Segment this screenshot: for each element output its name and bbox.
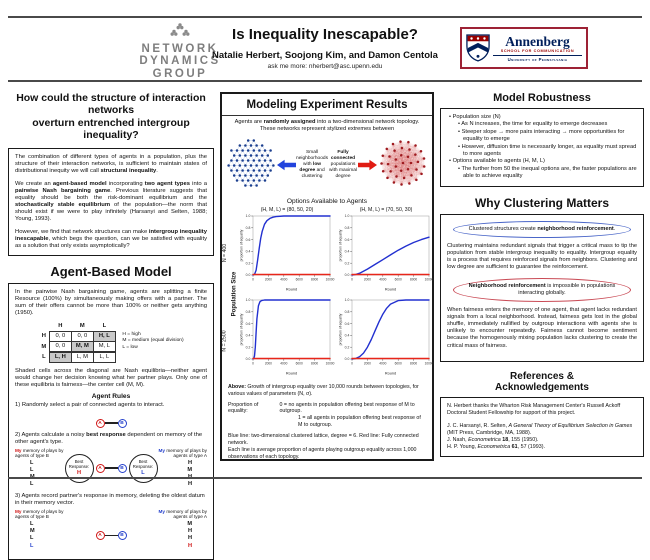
- svg-text:0.8: 0.8: [345, 310, 350, 314]
- caption-proportion-2: 1 = all agents in population offering best response of M to outgroup.: [228, 415, 426, 429]
- rule-3-diagram: [15, 509, 207, 550]
- agent-a-node: A: [96, 531, 105, 540]
- poster-title: Is Inequality Inescapable?: [170, 26, 480, 43]
- rule-2-text: 2) Agents calculate a noisy best response dependent on memory of the other agent's type.: [15, 432, 207, 446]
- population-size-label: Population Size: [229, 206, 239, 382]
- abm-paragraph-2: Shaded cells across the diagonal are Nash equilibria—neither agent would change her decision knowing what her partner plays. Only one of these equilibria is fairness—the center cell (M, M).: [15, 368, 207, 389]
- svg-text:0.0: 0.0: [345, 357, 350, 361]
- svg-text:10000: 10000: [326, 277, 335, 281]
- svg-text:8000: 8000: [311, 361, 318, 365]
- svg-text:1.0: 1.0: [345, 214, 350, 218]
- matrix-cell: L, L: [93, 352, 116, 363]
- question-heading: How could the structure of interaction networks overturn entrenched intergroup inequality?: [8, 92, 214, 142]
- clustering-paragraph-1: Clustering maintains redundant signals that trigger a critical mass to tip the population from stable intergroup inequality to equality. Intergroup equality is a process that requires reinforced signals from neighbors. Clustering and low degree are sufficient to guarantee the reinforcement.: [447, 243, 637, 272]
- svg-text:10000: 10000: [425, 361, 434, 365]
- annenberg-university: University of Pennsylvania: [493, 55, 582, 62]
- caption-above: Above: Growth of intergroup equality over 10,000 rounds between topologies, for various values of parameters (N, σ).: [228, 384, 426, 398]
- top-rule: [8, 16, 642, 18]
- svg-text:Round: Round: [385, 287, 396, 291]
- matrix-cell: M, L: [93, 341, 116, 352]
- results-intro: Agents are randomly assigned into a two-dimensional network topology. These networks represent stylized extremes between: [222, 119, 432, 134]
- matrix-cell: 0, 0: [71, 331, 94, 342]
- references-heading: References & Acknowledgements: [440, 371, 644, 393]
- svg-text:6000: 6000: [395, 361, 402, 365]
- svg-text:2000: 2000: [364, 277, 371, 281]
- rule-2-diagram: [15, 448, 207, 489]
- network-label-left: Small neighborhoods with low degree and clustering: [296, 150, 328, 180]
- robustness-heading: Model Robustness: [440, 92, 644, 104]
- svg-text:0: 0: [351, 361, 353, 365]
- annenberg-school: SCHOOL FOR COMMUNICATION: [493, 49, 582, 53]
- annenberg-logo: [460, 27, 588, 69]
- svg-text:0.0: 0.0: [246, 357, 251, 361]
- svg-text:0.0: 0.0: [345, 273, 350, 277]
- svg-text:Round: Round: [286, 287, 297, 291]
- chart-n2500-705030: [338, 297, 434, 381]
- tie-edge: [105, 535, 118, 536]
- tie-edge: [105, 422, 118, 423]
- svg-text:0.2: 0.2: [345, 261, 350, 265]
- agent-b-node: B: [118, 464, 127, 473]
- charts-grid: [222, 206, 432, 381]
- robustness-box: [440, 108, 644, 187]
- bullet: • Options available to agents (H, M, L): [447, 158, 637, 165]
- rule-3-text: 3) Agents record partner's response in memory, deleting the oldest datum in their memory vector.: [15, 493, 207, 507]
- reference-item: J. Nash, Econometrica 18, 155 (1950).: [447, 437, 637, 444]
- svg-text:proportion of equality: proportion of equality: [240, 229, 244, 261]
- abm-paragraph-1: In the pairwise Nash bargaining game, agents are splitting a finite Resource (100%) by simultaneously making offers with a partner. The sum of their offers cannot be more than 100% or neither gets anything (1950).: [15, 289, 207, 317]
- svg-text:0: 0: [252, 361, 254, 365]
- best-response-bubble-left: Best Response: H: [65, 454, 94, 483]
- abm-box: [8, 283, 214, 560]
- svg-text:4000: 4000: [379, 277, 386, 281]
- row-label-n2500: N = 2500: [220, 300, 230, 382]
- svg-text:4000: 4000: [379, 361, 386, 365]
- matrix-cell-equilibrium: L, H: [49, 352, 72, 363]
- svg-text:Round: Round: [286, 371, 297, 375]
- memory-list-b: My memory of plays by agents of type A H M H: [158, 448, 208, 489]
- bullet: • Population size (N): [447, 114, 637, 121]
- red-oval-claim: Neighborhood reinforcement is impossible in populations interacting globally.: [453, 278, 631, 302]
- red-right-arrow-icon: [358, 159, 377, 171]
- agent-b-node: B: [118, 419, 127, 428]
- penn-shield-icon: [466, 33, 490, 63]
- svg-text:0.2: 0.2: [345, 345, 350, 349]
- agent-b-node: B: [118, 531, 127, 540]
- clustering-box: [440, 214, 644, 362]
- svg-text:4000: 4000: [280, 277, 287, 281]
- rule-1-text: 1) Randomly select a pair of connected agents to interact.: [15, 402, 207, 409]
- matrix-cell-equilibrium: M, M: [71, 341, 94, 352]
- chart-n400-705030: [338, 213, 434, 297]
- svg-text:6000: 6000: [395, 277, 402, 281]
- matrix-cell: 0, 0: [49, 341, 72, 352]
- poster-authors: Natalie Herbert, Soojong Kim, and Damon Centola: [170, 50, 480, 61]
- svg-text:0.8: 0.8: [246, 226, 251, 230]
- svg-text:10000: 10000: [425, 277, 434, 281]
- svg-text:0.8: 0.8: [345, 226, 350, 230]
- svg-text:6000: 6000: [296, 361, 303, 365]
- bullet: • The further from 50 the inequal options are, the faster populations are able to achieve equality: [447, 166, 637, 181]
- reference-item: J. C. Harsanyi, R. Selten, A General Theory of Equilibrium Selection in Games (MIT Press, Cambridge, MA, 1988).: [447, 423, 637, 437]
- best-response-bubble-right: Best Response: L: [129, 454, 158, 483]
- svg-text:0.6: 0.6: [345, 322, 350, 326]
- agent-a-node: A: [96, 464, 105, 473]
- svg-text:0.6: 0.6: [246, 238, 251, 242]
- reference-item: H. P. Young, Econometrica 61, 57 (1993).: [447, 444, 637, 451]
- bullet: • As N increases, the time for equality to emerge decreases: [447, 121, 637, 128]
- svg-text:10000: 10000: [326, 361, 335, 365]
- svg-text:proportion of equality: proportion of equality: [339, 229, 343, 261]
- blue-left-arrow-icon: [277, 159, 296, 171]
- caption-lines: Blue line: two-dimensional clustered lattice, degree = 6. Red line: Fully connected network. Each line is average proportion of agents playing outgroup equality across 1,000 observations of each topology.: [228, 433, 426, 461]
- matrix-cell: L, M: [71, 352, 94, 363]
- clustering-paragraph-2: When fairness enters the memory of one agent, that agent lacks redundant signals from a local neighborhood. Instead, fairness gets lost in the global shuffle, immediately nullified by outgroup interactions with agents she is unlikely to encounter repeatedly. Fairness cannot become sentiment because the homogenously mixing population lacks clustering to create the critical mass of fairness.: [447, 307, 637, 350]
- matrix-cell: 0, 0: [49, 331, 72, 342]
- memory-list-a: My memory of plays by agents of type B L L L: [15, 448, 65, 489]
- memory-list-a-updated: My memory of plays by agents of type B L M L L: [15, 509, 67, 550]
- contact-email: ask me more: nherbert@asc.upenn.edu: [170, 63, 480, 70]
- svg-text:proportion of equality: proportion of equality: [240, 313, 244, 345]
- svg-text:2000: 2000: [364, 361, 371, 365]
- svg-text:0.8: 0.8: [246, 310, 251, 314]
- chart-n400-805020: [239, 213, 335, 297]
- svg-text:0.6: 0.6: [345, 238, 350, 242]
- acknowledgement: N. Herbert thanks the Wharton Risk Management Center's Russell Ackoff Doctoral Student Fellowship for support of this project.: [447, 403, 637, 417]
- results-heading: Modeling Experiment Results: [222, 94, 432, 116]
- caption-proportion: Proportion of equality: 0 = no agents in population offering best response of M to outgroup.: [228, 402, 426, 416]
- agent-a-node: A: [96, 419, 105, 428]
- svg-text:Round: Round: [385, 371, 396, 375]
- intro-paragraph-1: The combination of different types of agents in a population, plus the structure of their interaction networks, is sufficient to maintain states of distributional inequity we will call structural inequality.: [15, 154, 207, 175]
- svg-text:0.4: 0.4: [345, 333, 350, 337]
- intro-paragraph-2: We create an agent-based model incorporating two agent types into a pairwise Nash bargaining game. Previous literature suggests that equality should be both the risk-dominant equilibrium and the stochastically stable equilibrium of the population—the norm that should exist if we were to play infinitely (Harsanyi and Selten, 1988; Young, 1993).: [15, 181, 207, 223]
- chart-n2500-805020: [239, 297, 335, 381]
- svg-text:0.2: 0.2: [246, 345, 251, 349]
- agent-rules-heading: Agent Rules: [15, 393, 207, 400]
- blue-oval-claim: Clustered structures create neighborhood reinforcement.: [453, 221, 631, 238]
- row-label-n400: N = 400: [220, 212, 230, 294]
- svg-text:0: 0: [252, 277, 254, 281]
- svg-text:0.6: 0.6: [246, 322, 251, 326]
- intro-box: [8, 148, 214, 256]
- chart-title: (H, M, L) = (70, 50, 30): [338, 207, 434, 213]
- svg-text:1.0: 1.0: [246, 298, 251, 302]
- left-column: [8, 92, 214, 560]
- ndg-line-2: DYNAMICS: [95, 55, 265, 67]
- annenberg-name: Annenberg: [493, 35, 582, 49]
- title-block: [170, 26, 480, 70]
- svg-text:8000: 8000: [410, 277, 417, 281]
- fully-connected-network-diagram: [377, 137, 429, 194]
- svg-text:1.0: 1.0: [246, 214, 251, 218]
- chart-title: (H, M, L) = (80, 50, 20): [239, 207, 335, 213]
- svg-text:1.0: 1.0: [345, 298, 350, 302]
- ndg-line-1: NETWORK: [95, 43, 265, 55]
- svg-text:proportion of equality: proportion of equality: [339, 313, 343, 345]
- tie-edge: [105, 467, 118, 468]
- svg-text:0.0: 0.0: [246, 273, 251, 277]
- abm-heading: Agent-Based Model: [8, 264, 214, 279]
- svg-text:2000: 2000: [265, 277, 272, 281]
- right-column: [440, 92, 644, 457]
- svg-text:8000: 8000: [410, 361, 417, 365]
- bullet: • However, diffusion time is necessarily longer, as equality must spread to more agents: [447, 144, 637, 159]
- matrix-cell-equilibrium: H, L: [93, 331, 116, 342]
- svg-text:2000: 2000: [265, 361, 272, 365]
- memory-list-b-updated: My memory of plays by agents of type A M H H H: [155, 509, 207, 550]
- results-panel: [220, 92, 434, 461]
- references-box: [440, 397, 644, 457]
- network-label-right: Fully connected populations with maximal degree: [328, 150, 358, 180]
- payoff-matrix-area: [15, 321, 207, 363]
- clustering-heading: Why Clustering Matters: [440, 196, 644, 210]
- rule-1-diagram: [15, 411, 207, 429]
- options-heading: Options Available to Agents: [222, 198, 432, 205]
- svg-text:6000: 6000: [296, 277, 303, 281]
- svg-text:0.4: 0.4: [246, 333, 251, 337]
- svg-text:8000: 8000: [311, 277, 318, 281]
- svg-text:0.2: 0.2: [246, 261, 251, 265]
- payoff-matrix: H M L H 0, 0 0, 0 H, L M 0, 0 M, M M, L L L, H L, M L, L: [38, 321, 115, 363]
- svg-text:4000: 4000: [280, 361, 287, 365]
- svg-text:0: 0: [351, 277, 353, 281]
- svg-text:0.4: 0.4: [345, 249, 350, 253]
- svg-text:0.4: 0.4: [246, 249, 251, 253]
- intro-paragraph-3: However, we find that network structures can make intergroup inequality inescapable, which begs the question, can we be satisfied with equality as a solution that only exists asymptotically?: [15, 229, 207, 250]
- header-rule: [8, 80, 642, 82]
- ndg-line-3: GROUP: [95, 68, 265, 80]
- network-comparison: [222, 134, 432, 195]
- bullet: • Steeper slope → more pairs interacting → more opportunities for equality to emerge: [447, 129, 637, 144]
- chart-captions: [222, 381, 432, 463]
- lattice-network-diagram: [225, 137, 277, 194]
- matrix-legend: H = high M = medium (equal division) L = low: [122, 332, 183, 352]
- bottom-rule: [8, 477, 642, 479]
